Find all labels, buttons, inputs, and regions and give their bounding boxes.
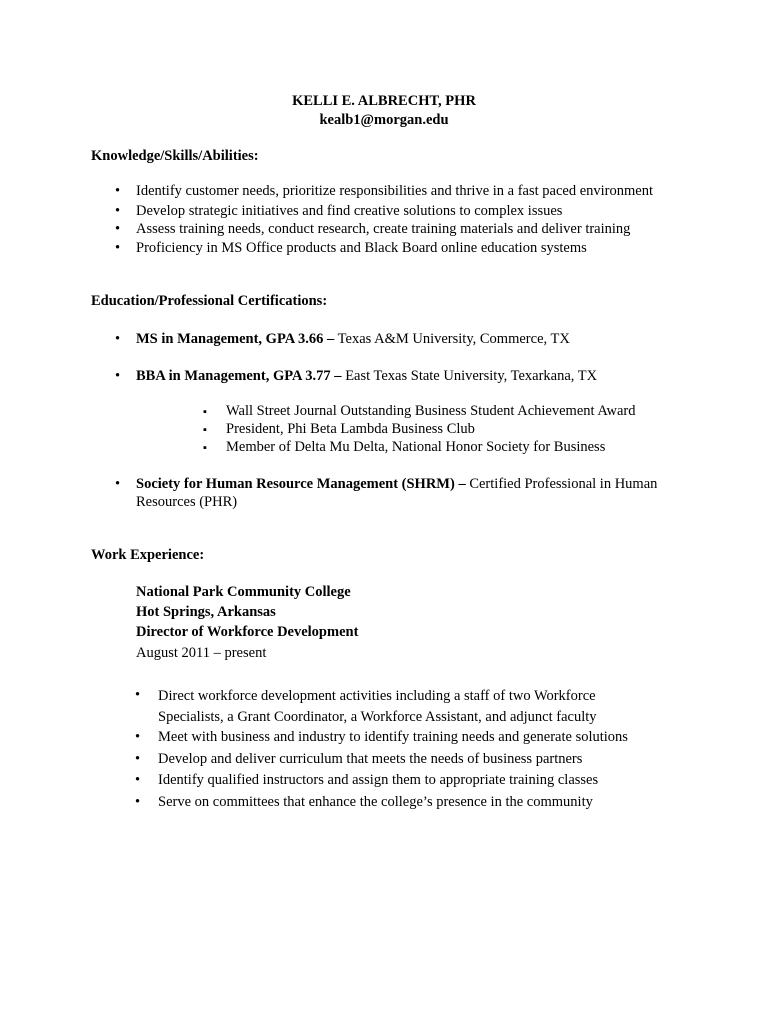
list-item: Member of Delta Mu Delta, National Honor Society for Business [226,439,606,455]
square-bullet-icon [203,438,207,457]
square-bullet-icon [203,420,207,439]
certification-shrm [136,475,696,511]
bullet-icon [135,793,140,811]
applicant-name: KELLI E. ALBRECHT, PHR [292,93,476,109]
skills-heading: Knowledge/Skills/Abilities: [91,148,259,164]
list-item: President, Phi Beta Lambda Business Club [226,421,475,437]
degree-bba-title: BBA in Management, GPA 3.77 – [136,368,342,384]
education-heading: Education/Professional Certifications: [91,293,328,309]
list-item: Meet with business and industry to identify training needs and generate solutions [158,729,628,745]
bullet-icon [135,771,140,789]
list-item: Wall Street Journal Outstanding Business Student Achievement Award [226,403,636,419]
employer-name: National Park Community College [136,584,351,600]
applicant-email: kealb1@morgan.edu [319,112,449,128]
bullet-icon [115,182,120,200]
bullet-icon [115,202,120,220]
bullet-icon [115,220,120,238]
work-heading: Work Experience: [91,547,205,563]
certification-desc: Certified Professional in Human Resources (PHR) [136,476,658,510]
degree-bba [136,367,597,385]
bullet-icon [115,367,120,385]
list-item: Proficiency in MS Office products and Black Board online education systems [136,240,587,256]
bullet-icon [135,750,140,768]
bullet-icon [115,239,120,257]
list-item: Identify qualified instructors and assign them to appropriate training classes [158,772,599,788]
degree-ms-title: MS in Management, GPA 3.66 – [136,331,335,347]
job-dates: August 2011 – present [136,645,267,661]
list-item: Identify customer needs, prioritize responsibilities and thrive in a fast paced environment [136,183,654,199]
bullet-icon [135,728,140,746]
job-title: Director of Workforce Development [136,624,359,640]
employer-location: Hot Springs, Arkansas [136,604,276,620]
degree-ms-school: Texas A&M University, Commerce, TX [334,331,570,347]
bullet-icon [115,475,120,493]
bullet-icon [115,330,120,348]
square-bullet-icon [203,402,207,421]
degree-ms [136,330,570,348]
degree-bba-school: East Texas State University, Texarkana, TX [341,368,598,384]
list-item: Develop and deliver curriculum that meets the needs of business partners [158,751,583,767]
list-item: Direct workforce development activities including a staff of two Workforce Specialists, a Grant Coordinator, a Workforce Assistant, and adjunct faculty [158,688,597,725]
list-item: Assess training needs, conduct research, create training materials and deliver training [136,221,631,237]
bullet-icon [135,686,140,704]
list-item: Develop strategic initiatives and find creative solutions to complex issues [136,203,563,219]
certification-title: Society for Human Resource Management (SHRM) – [136,476,466,492]
list-item: Serve on committees that enhance the college’s presence in the community [158,794,593,810]
